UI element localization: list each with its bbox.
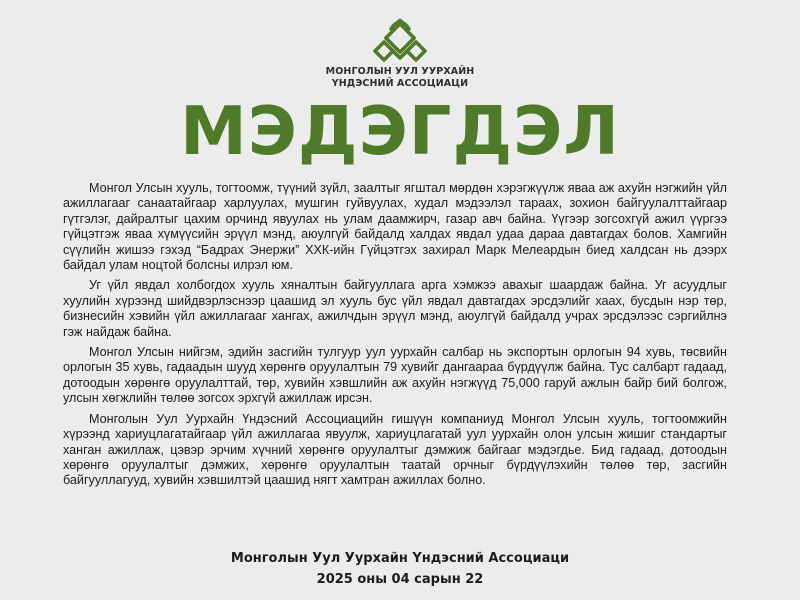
org-name-line-2: ҮНДЭСНИЙ АССОЦИАЦИ <box>331 78 469 89</box>
knot-emblem-icon <box>371 13 429 63</box>
paragraph: Уг үйл явдал холбогдох хууль хяналтын байгууллага арга хэмжээ авахыг шаардаж байна. Уг асуудлыг хуулийн хүрээнд шийдвэрлэснээр цаашид эл хууль бус үйл явдал давтагдах эрсдэлийг хаах, бусдын нэр төр, бизнесийн хэвийн үйл ажиллагааг хангах, ажилчдын эрүүл мэнд, аюулгүй байдалд учрах эрсдэлээс сэргийлнэ гэж найдаж байна. <box>63 278 727 339</box>
signature-date: 2025 оны 04 сарын 22 <box>316 572 484 587</box>
org-name-line-1: МОНГОЛЫН УУЛ УУРХАЙН <box>325 66 475 77</box>
page-title: МЭДЭГДЭЛ <box>180 92 620 170</box>
statement-body <box>63 181 727 494</box>
signature-block <box>0 548 800 590</box>
paragraph: Монголын Уул Уурхайн Үндэсний Ассоциацийн гишүүн компаниуд Монгол Улсын хууль, тогтоомжийн хүрээнд хариуцлагатайгаар үйл ажиллагаа явуулж, хариуцлагатай уул уурхайн олон улсын жишиг стандартыг ханган ажиллаж, цэвэр эрчим хүчний хөрөнгө оруулалтыг дэмжиж байгааг мэдэгдье. Бид гадаад, дотоодын хөрөнгө оруулалтыг дэмжих, хөрөнгө оруулалтын таатай орчныг бүрдүүлэхийн төлөө төр, засгийн байгууллагууд, хувийн хэвшилтэй цаашид нягт хамтран ажиллах болно. <box>63 411 727 488</box>
paragraph: Монгол Улсын нийгэм, эдийн засгийн тулгуур уул уурхайн салбар нь экспортын орлогын 94 хувь, төсвийн орлогын 35 хувь, гадаадын шууд хөрөнгө оруулалтын 79 хувийг дангаараа бүрдүүлж байна. Тус салбарт гадаад, дотоодын хөрөнгө оруулалттай, төр, хувийн хэвшлийн аж ахуйн нэгжүүд 75,000 гаруй ажлын байр бий болгож, улсын хөгжлийн төлөө зогсох эрхгүй ажиллаж ирсэн. <box>63 345 727 406</box>
signature-org: Монголын Уул Уурхайн Үндэсний Ассоциаци <box>230 551 570 566</box>
paragraph: Монгол Улсын хууль, тогтоомж, түүний зүйл, заалтыг ягштал мөрдөн хэрэгжүүлж яваа аж ахуйн нэгжийн үйл ажиллагааг санаатайгаар харлуулах, мушгин гуйвуулах, худал мэдээлэл тараах, зохион байгуулалттайгаар гүтгэлэг, дайралтыг цахим орчинд явуулах нь улам даамжирч, газар авч байна. Үүгээр зогсохгүй ажил үүргээ гүйцэтгэж яваа хүмүүсийн эрүүл мэнд, аюулгүй байдалд халдах явдал удаа дараа давтагдах болов. Хамгийн сүүлийн жишээ гэхэд “Бадрах Энержи” ХХК-ийн Гүйцэтгэх захирал Марк Мелеардын биед халдсан нь дээрх байдал улам ноцтой болсны илрэл юм. <box>63 181 727 273</box>
organization-name <box>300 66 500 90</box>
